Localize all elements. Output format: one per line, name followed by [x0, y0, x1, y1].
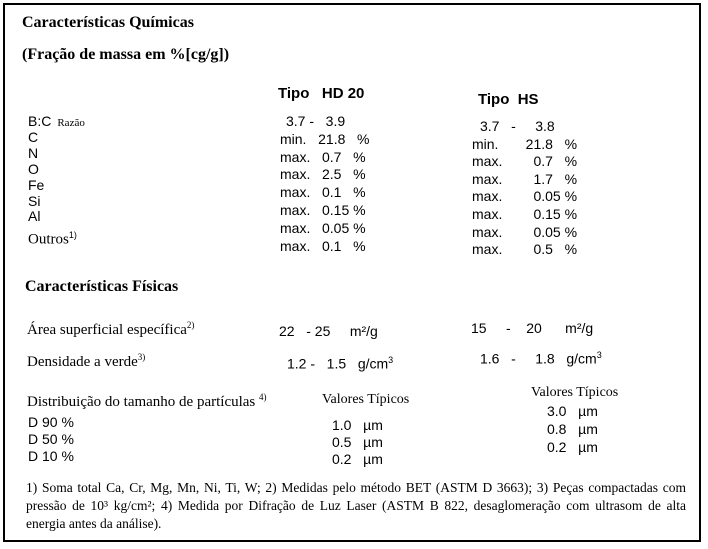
chemical-value-hs: 3.7 - 3.8 [480, 118, 555, 134]
chemical-value-hd20: max. 0.1 % [280, 184, 366, 201]
distribution-value-hd20: 0.5 µm [332, 434, 383, 450]
typical-values-hd20: Valores Típicos [322, 392, 410, 407]
chemical-value-hd20: max. 2.5 % [280, 166, 366, 183]
distribution-value-hs: 0.2 µm [547, 439, 598, 455]
chemical-value-hs: min. 21.8 % [472, 135, 578, 152]
green-density-hs-exponent: 3 [596, 350, 602, 360]
surface-area-label [27, 320, 194, 339]
column-header-hd20: Tipo HD 20 [278, 85, 365, 102]
chemical-row-label [28, 230, 77, 249]
chemical-row-label [28, 193, 40, 209]
footnote-ref: 1) [68, 230, 77, 241]
chemical-row-label [28, 208, 40, 224]
chemical-value-hd20: max. 0.15 % [280, 202, 366, 218]
element-symbol: Outros [28, 231, 69, 248]
element-symbol: B:C [28, 113, 52, 129]
chemical-row-label [28, 177, 44, 193]
green-density-hs-value: 1.6 - 1.8 g/cm [480, 350, 597, 367]
distribution-row-label: D 50 % [28, 431, 74, 447]
chemical-row-label [28, 161, 39, 177]
chemical-value-hd20: min. 21.8 % [280, 130, 370, 147]
surface-area-hd20: 22 - 25 m²/g [279, 323, 378, 339]
element-symbol: C [28, 128, 39, 145]
chemical-value-hs: max. 0.15 % [472, 206, 578, 222]
particle-distribution-footnote-ref: 4) [259, 392, 267, 402]
column-header-hs: Tipo HS [478, 91, 539, 108]
chemical-value-hs: max. 0.05 % [472, 188, 578, 205]
green-density-hd20 [287, 355, 393, 372]
physical-title: Características Físicas [25, 278, 179, 295]
chemical-row-label [28, 113, 85, 129]
chemical-value-hd20: 3.7 - 3.9 [286, 113, 346, 129]
surface-area-hs: 15 - 20 m²/g [471, 320, 594, 336]
chemical-subtitle: (Fração de massa em %[cg/g]) [22, 46, 230, 63]
surface-area-text: Área superficial específica [27, 322, 187, 338]
green-density-text: Densidade a verde [27, 354, 138, 370]
distribution-value-hs: 3.0 µm [547, 403, 598, 419]
green-density-label [27, 352, 145, 371]
chemical-value-hs: max. 0.5 % [472, 241, 578, 258]
green-density-hd20-value: 1.2 - 1.5 g/cm [287, 355, 389, 372]
chemical-title: Características Químicas [22, 14, 194, 31]
typical-values-hs: Valores Típicos [531, 385, 619, 400]
footnote: 1) Soma total Ca, Cr, Mg, Mn, Ni, Ti, W; 2) Medidas pelo método BET (ASTM D 3663); 3) Peças compactadas com pressão de 10³ kg/cm²; 4) Medida por Difração de Luz Laser (ASTM B 822, desaglomeração com ultrasom de alta energia antes da análise). [26, 480, 686, 531]
distribution-value-hd20: 0.2 µm [332, 451, 383, 467]
surface-area-footnote-ref: 2) [186, 320, 195, 330]
distribution-value-hd20: 1.0 µm [332, 417, 383, 433]
chemical-value-hs: max. 0.05 % [472, 223, 578, 240]
chemical-row-label [28, 145, 38, 161]
element-symbol: N [28, 144, 39, 161]
chemical-row-label [28, 129, 38, 145]
chemical-value-hd20: max. 0.05 % [280, 219, 366, 236]
chemical-value-hd20: max. 0.1 % [280, 237, 366, 254]
element-symbol: O [28, 160, 39, 177]
particle-distribution-text: Distribuição do tamanho de partículas [27, 394, 256, 410]
green-density-hs [480, 350, 602, 367]
green-density-footnote-ref: 3) [137, 352, 146, 362]
chemical-value-hs: max. 0.7 % [472, 153, 578, 170]
particle-distribution-label [27, 392, 267, 411]
distribution-value-hs: 0.8 µm [547, 421, 598, 437]
ratio-label: Razão [57, 117, 85, 129]
chemical-value-hs: max. 1.7 % [472, 170, 578, 187]
element-symbol: Al [28, 208, 41, 225]
green-density-hd20-exponent: 3 [388, 355, 394, 365]
element-symbol: Fe [28, 176, 45, 193]
distribution-row-label: D 90 % [28, 414, 74, 430]
chemical-value-hd20: max. 0.7 % [280, 148, 366, 165]
element-symbol: Si [28, 192, 41, 209]
distribution-row-label: D 10 % [28, 448, 74, 464]
